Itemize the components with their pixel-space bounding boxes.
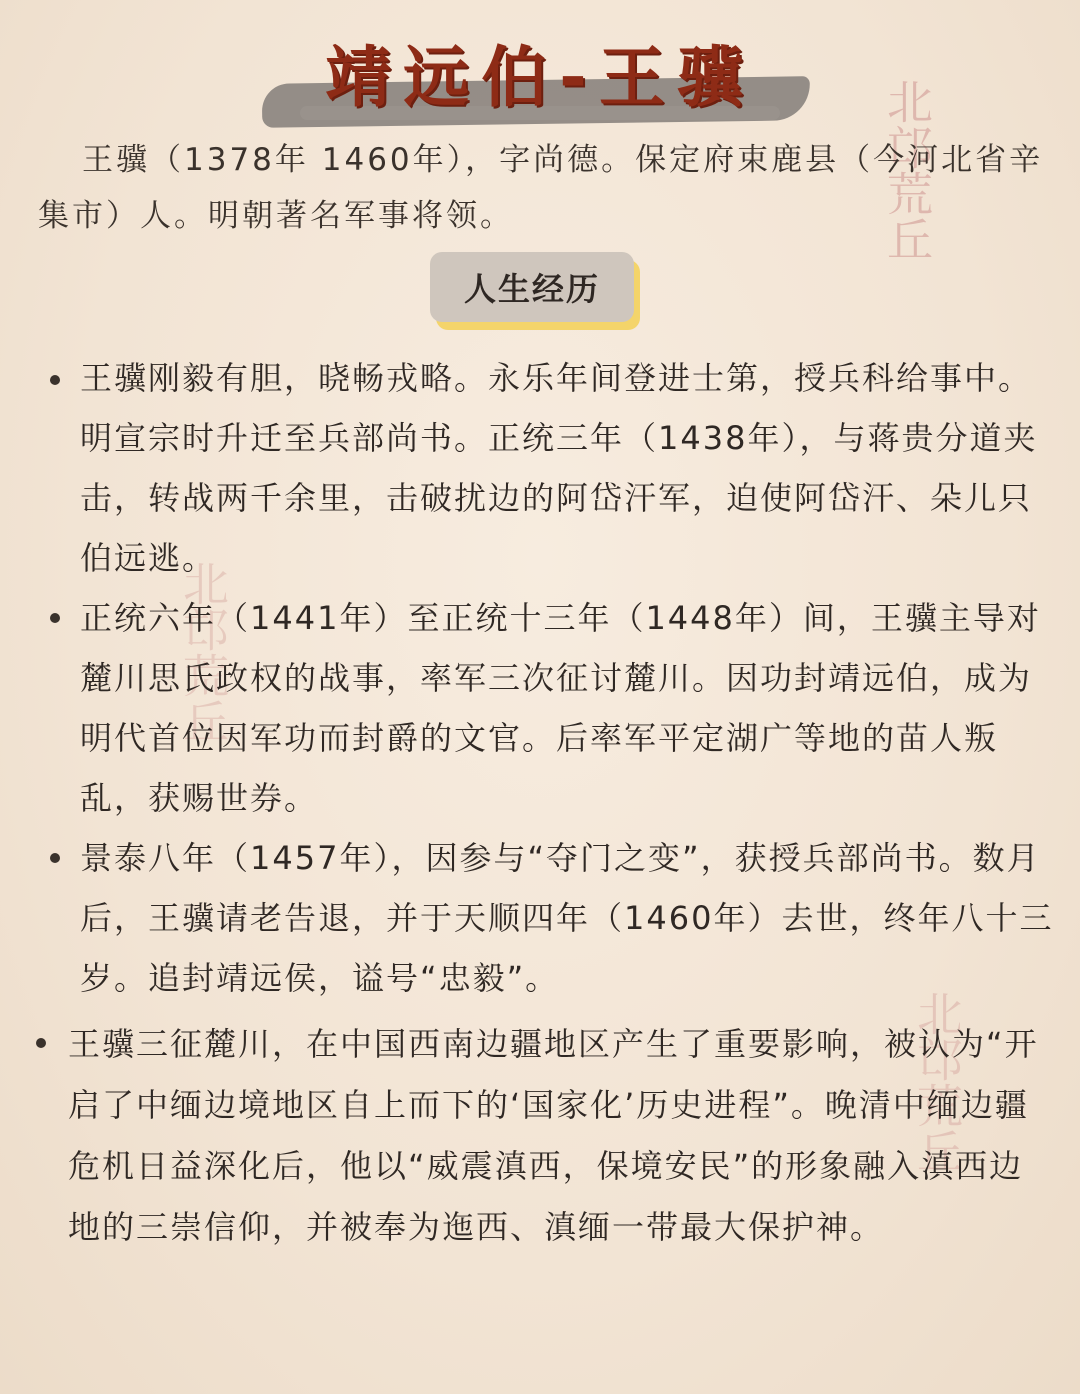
list-item: 正统六年（1441年）至正统十三年（1448年）间，王骥主导对麓川思氏政权的战事，率军三次征讨麓川。因功封靖远伯，成为明代首位因军功而封爵的文官。后率军平定湖广等地的苗人叛乱，获赐世券。 (80, 599, 1041, 817)
list-item: 景泰八年（1457年），因参与“夺门之变”，获授兵部尚书。数月后，王骥请老告退，并于天顺四年（1460年）去世，终年八十三岁。追封靖远侯，谥号“忠毅”。 (80, 839, 1054, 997)
intro-paragraph: 王骥（1378年 1460年），字尚德。保定府束鹿县（今河北省辛集市）人。明朝著名军事将领。 (38, 142, 1044, 234)
list-item: 王骥三征麓川，在中国西南边疆地区产生了重要影响，被认为“开启了中缅边境地区自上而下的‘国家化’历史进程”。晚清中缅边疆危机日益深化后，他以“威震滇西，保境安民”的形象融入滇西边地的三崇信仰，并被奉为迤西、滇缅一带最大保护神。 (68, 1025, 1039, 1246)
bullet-dot (50, 853, 60, 863)
watermark-seal: 北邙荒丘 (910, 990, 964, 1174)
list-item: 王骥刚毅有胆，晓畅戎略。永乐年间登进士第，授兵科给事中。明宣宗时升迁至兵部尚书。正统三年（1438年），与蒋贵分道夹击，转战两千余里，击破扰边的阿岱汗军，迫使阿岱汗、朵儿只伯远逃。 (80, 359, 1038, 577)
watermark-seal: 北邙荒丘 (176, 560, 230, 744)
watermark-seal: 北邙荒丘 (880, 78, 934, 262)
section-heading: 人生经历 (463, 270, 600, 308)
bullet-dot (50, 375, 60, 385)
bullet-dot (36, 1038, 46, 1048)
page-title: 靖远伯-王骥 (325, 39, 755, 116)
bullet-dot (50, 613, 60, 623)
section-heading-badge (430, 252, 634, 322)
